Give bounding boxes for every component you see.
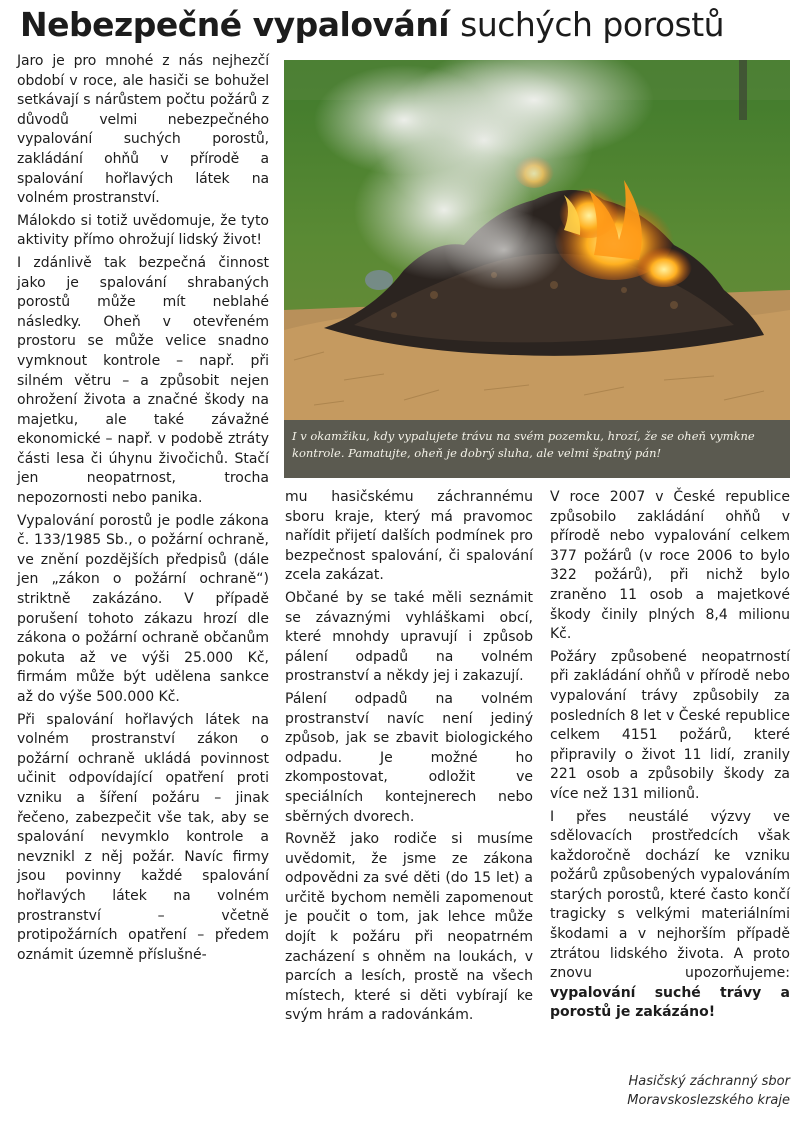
paragraph-statistics-2007: V roce 2007 v České republice způsobilo zakládání ohňů v přírodě nebo vypalování celkem 377 požárů (v roce 2006 to bylo 322 požárů), při nichž bylo zraněno 11 osob a majetkové škody činily plných 8,4 milionu Kč. <box>550 489 790 643</box>
text-column-3 <box>550 488 790 1026</box>
paragraph-closing <box>550 808 790 1024</box>
article-title-light: suchých porostů <box>460 5 725 44</box>
text-column-2 <box>285 488 533 1029</box>
photo-caption: I v okamžiku, kdy vypalujete trávu na svém pozemku, hrozí, že se oheň vymkne kontrole. Pamatujte, oheň je dobrý sluha, ale velmi špatný pán! <box>284 420 790 478</box>
article-title <box>20 2 790 48</box>
paragraph-parents: Rovněž jako rodiče si musíme uvědomit, že jsme ze zákona odpovědni za své děti (do 15 let) a určitě bychom neměli zapomenout je poučit o tom, jak lehce může dojít k požáru při neopatrném zacházení s ohněm na loukách, v parcích a lesích, prostě na všech místech, které si děti vybírají ke svým hrám a radovánkám. <box>285 831 533 1024</box>
paragraph-consequences: I zdánlivě tak bezpečná činnost jako je spalování shrabaných porostů může mít neblahé následky. Oheň v otevřeném prostoru se může velice snadno vymknout kontrole – např. při silném větru – a způsobit nejen ohrožení života a značné škody na majetku, ale také závažné ekonomické – např. v podobě ztráty části lesa či úhynu živočichů. Stačí jen neopatrnost, trocha nepozornosti nebo panika. <box>17 254 269 507</box>
closing-text: I přes neustálé výzvy ve sdělovacích prostředcích však každoročně dochází ke vzniku požárů způsobených vypalováním starých porostů, které často končí tragicky s velkými materiálními škodami a v nejhorším případě ztrátou lidského života. A proto znovu upozorňujeme: <box>550 808 790 982</box>
closing-warning: vypalování suché trávy a porostů je zakázáno! <box>550 984 790 1021</box>
article-title-bold: Nebezpečné vypalování <box>20 5 450 44</box>
paragraph-authority: mu hasičskému záchrannému sboru kraje, který má pravomoc nařídit přijetí dalších podmínek pro bezpečnost spalování, či spalování zcela zakázat. <box>285 489 533 584</box>
paragraph-municipal-rules: Občané by se také měli seznámit se závaznými vyhláškami obcí, které mnohdy upravují i způsob pálení odpadů na volném prostranství a někdy jej i zakazují. <box>285 589 533 685</box>
signature-line-2: Moravskoslezského kraje <box>627 1093 790 1108</box>
paragraph-intro: Jaro je pro mnohé z nás nejhezčí období v roce, ale hasiči se bohužel setkávají s nárůstem počtu požárů z důvodů velmi nebezpečného vypalování suchých porostů, zakládání ohňů v přírodě a spalování hořlavých látek na volném prostranství. <box>17 53 269 207</box>
author-signature <box>540 1072 790 1110</box>
signature-line-1: Hasičský záchranný sbor <box>628 1074 790 1089</box>
burning-pile-photo <box>284 60 790 420</box>
paragraph-law: Vypalování porostů je podle zákona č. 133/1985 Sb., o požární ochraně, ve znění pozdějších předpisů (dále jen „zákon o požární ochraně“) striktně zakázáno. V případě porušení tohoto zákazu hrozí dle zákona o požární ochraně občanům pokuta až ve výši 25.000 Kč, firmám může být udělena sankce až do výše 500.000 Kč. <box>17 512 269 705</box>
paragraph-statistics-8-years: Požáry způsobené neopatrností při zakládání ohňů v přírodě nebo vypalování trávy způsobily za posledních 8 let v České republice celkem 4151 požárů, které připravily o život 11 lidí, zranily 221 osob a způsobily škody za více než 131 milionů. <box>550 648 790 802</box>
paragraph-obligations: Při spalování hořlavých látek na volném prostranství zákon o požární ochraně ukládá povinnost učinit odpovídající opatření proti vzniku a šíření požáru – jinak řečeno, zabezpečit vše tak, aby se spalování nevymklo kontrole a nevznikl z něj požár. Navíc firmy jsou povinny každé spalování hořlavých látek na volném prostranství – včetně protipožárních opatření – předem oznámit územně příslušné- <box>17 711 269 963</box>
paragraph-alternatives: Pálení odpadů na volném prostranství navíc není jediný způsob, jak se zbavit biologického odpadu. Je možné ho zkompostovat, odložit ve speciálních kontejnerech nebo sběrných dvorech. <box>285 690 533 825</box>
text-column-1 <box>17 52 269 968</box>
fire-illustration <box>284 60 790 420</box>
paragraph-warning: Málokdo si totiž uvědomuje, že tyto aktivity přímo ohrožují lidský život! <box>17 212 269 249</box>
